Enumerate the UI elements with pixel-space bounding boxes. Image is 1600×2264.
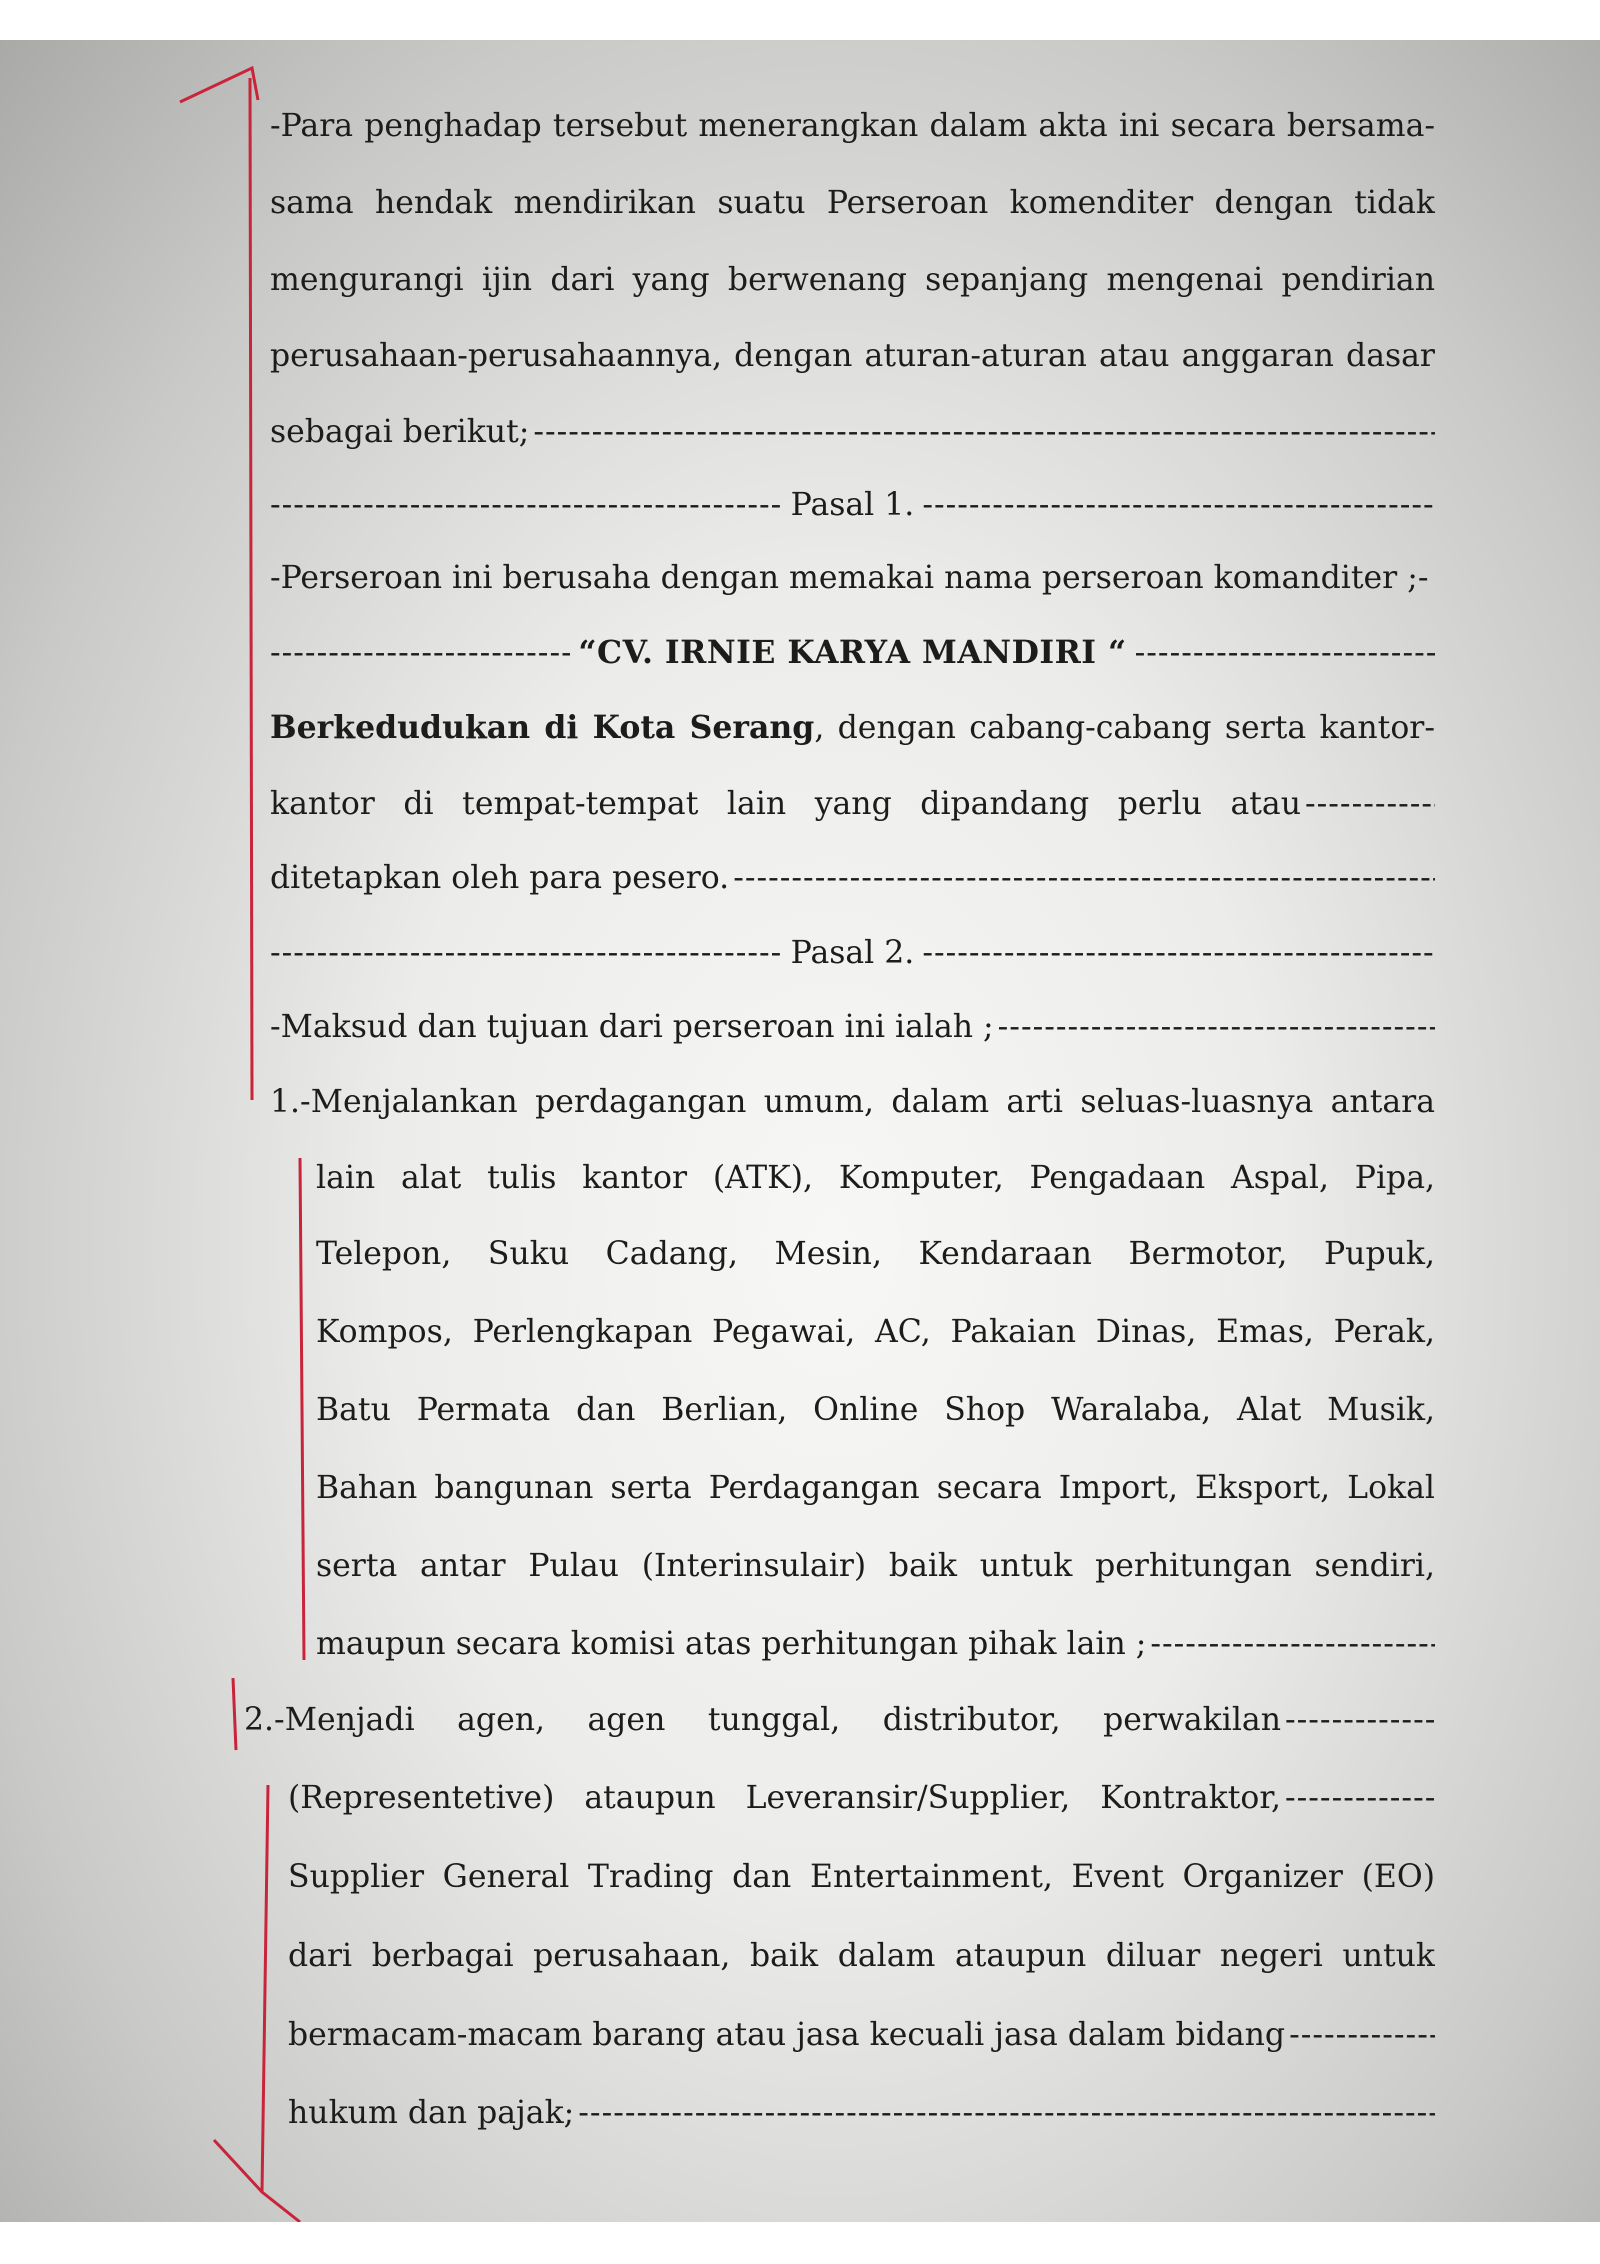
intro-line-5-text: sebagai berikut; [270,414,530,450]
pasal-1-line-5 [270,858,1435,898]
item-1-line-3: Telepon, Suku Cadang, Mesin, Kendaraan Bermotor, Pupuk, [316,1236,1435,1272]
intro-line-3: mengurangi ijin dari yang berwenang sepanjang mengenai pendirian [270,262,1435,298]
pasal-1-line-1: -Perseroan ini berusaha dengan memakai nama perseroan komanditer ;- [270,560,1429,596]
pasal-1-line-4 [270,784,1435,824]
intro-line-5 [270,412,1435,452]
item-1-line-8 [316,1624,1435,1664]
item-1-line-4: Kompos, Perlengkapan Pegawai, AC, Pakaian Dinas, Emas, Perak, [316,1314,1435,1350]
item-2-line-1 [244,1700,1435,1740]
item-1-line-8-text: maupun secara komisi atas perhitungan pihak lain ; [316,1626,1147,1662]
pasal-2-intro-text: -Maksud dan tujuan dari perseroan ini ialah ; [270,1009,994,1045]
pasal-1-line-5-text: ditetapkan oleh para pesero. [270,860,730,896]
item-2-line-1-text: 2.-Menjadi agen, agen tunggal, distributor, perwakilan [244,1702,1281,1738]
company-name-line [270,633,1435,673]
domicile-rest: , dengan cabang-cabang serta kantor- [814,710,1435,746]
pasal-2-intro [270,1007,1435,1047]
company-name: “CV. IRNIE KARYA MANDIRI “ [578,634,1127,671]
intro-line-2: sama hendak mendirikan suatu Perseroan komenditer dengan tidak [270,185,1435,221]
item-1-line-1: 1.-Menjalankan perdagangan umum, dalam arti seluas-luasnya antara [270,1084,1435,1120]
item-1-line-7: serta antar Pulau (Interinsulair) baik untuk perhitungan sendiri, [316,1548,1435,1584]
domicile-line [270,708,1435,748]
item-1-line-6: Bahan bangunan serta Perdagangan secara Import, Eksport, Lokal [316,1470,1435,1506]
item-2-line-5 [288,2015,1435,2055]
item-2-line-5-text: bermacam-macam barang atau jasa kecuali jasa dalam bidang [288,2017,1286,2053]
item-2-line-6 [288,2093,1435,2133]
item-2-line-4: dari berbagai perusahaan, baik dalam ataupun diluar negeri untuk [288,1938,1435,1974]
domicile-bold: Berkedudukan di Kota Serang [270,709,815,746]
intro-line-1: -Para penghadap tersebut menerangkan dalam akta ini secara bersama- [270,108,1435,144]
item-2-line-2-text: (Representetive) ataupun Leveransir/Supplier, Kontraktor, [288,1780,1281,1816]
pasal-2-heading-text: Pasal 2. [790,935,915,971]
pasal-1-heading [270,485,1435,525]
intro-line-4: perusahaan-perusahaannya, dengan aturan-aturan atau anggaran dasar [270,338,1435,374]
pasal-2-heading [270,933,1435,973]
scanned-page [0,40,1600,2222]
item-2-line-2 [288,1778,1435,1818]
item-1-line-5: Batu Permata dan Berlian, Online Shop Waralaba, Alat Musik, [316,1392,1435,1428]
item-2-line-3: Supplier General Trading dan Entertainment, Event Organizer (EO) [288,1859,1435,1895]
pasal-1-heading-text: Pasal 1. [790,487,915,523]
pasal-1-line-4-text: kantor di tempat-tempat lain yang dipandang perlu atau [270,786,1301,822]
item-1-line-2: lain alat tulis kantor (ATK), Komputer, Pengadaan Aspal, Pipa, [316,1160,1435,1196]
item-2-line-6-text: hukum dan pajak; [288,2095,575,2131]
